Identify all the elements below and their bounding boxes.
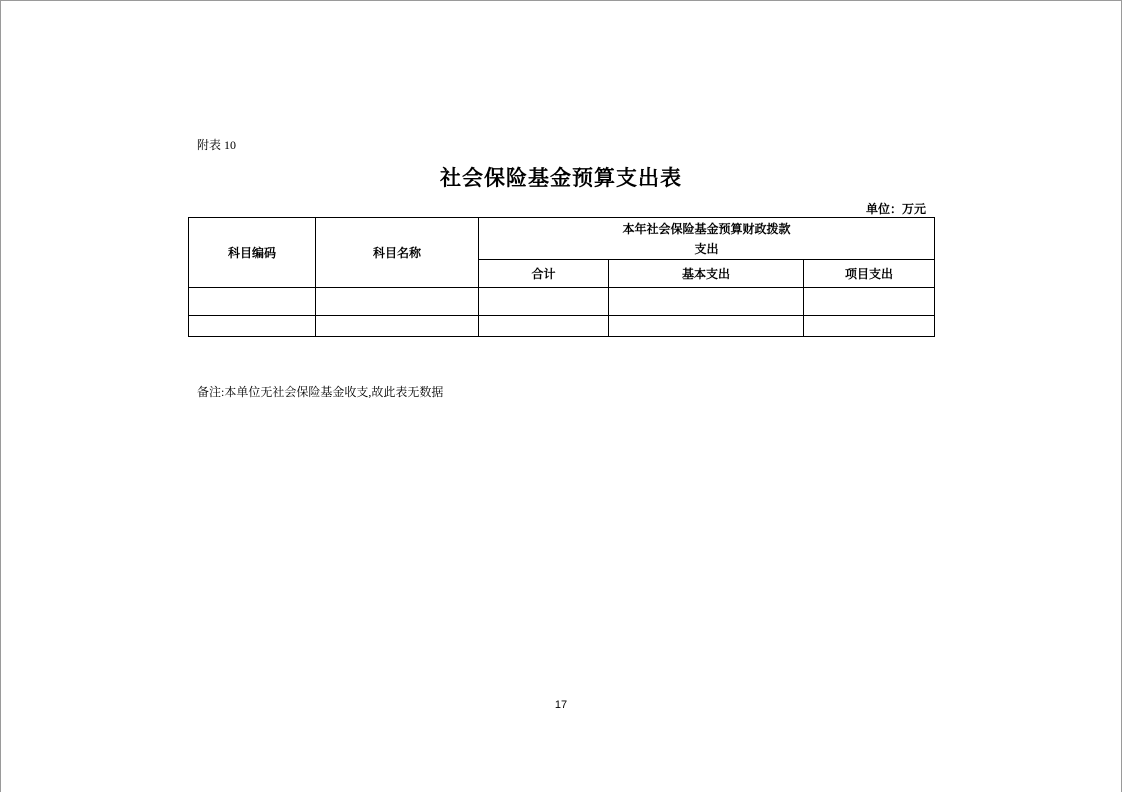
- header-subject-code: 科目编码: [189, 218, 316, 288]
- header-project-expense: 项目支出: [804, 260, 935, 288]
- page-title: 社会保险基金预算支出表: [440, 166, 682, 190]
- cell-subject-code: [189, 288, 316, 316]
- budget-expense-table: [188, 217, 935, 337]
- table-row: [189, 288, 935, 316]
- cell-total: [479, 316, 609, 337]
- header-basic-expense: 基本支出: [609, 260, 804, 288]
- header-group-line2: 支出: [694, 241, 719, 256]
- cell-project-expense: [804, 316, 935, 337]
- cell-total: [479, 288, 609, 316]
- page-number: 17: [554, 699, 568, 711]
- table-row: [189, 316, 935, 337]
- remark-note: 备注:本单位无社会保险基金收支,故此表无数据: [197, 385, 444, 399]
- attachment-label: 附表 10: [197, 138, 237, 152]
- cell-project-expense: [804, 288, 935, 316]
- cell-subject-name: [316, 316, 479, 337]
- cell-subject-name: [316, 288, 479, 316]
- header-total: 合计: [479, 260, 609, 288]
- header-group-line1: 本年社会保险基金预算财政拨款: [622, 221, 791, 236]
- unit-label: 单位：万元: [865, 202, 926, 216]
- header-subject-name: 科目名称: [316, 218, 479, 288]
- cell-subject-code: [189, 316, 316, 337]
- cell-basic-expense: [609, 316, 804, 337]
- cell-basic-expense: [609, 288, 804, 316]
- header-fiscal-appropriation-group: [479, 218, 935, 260]
